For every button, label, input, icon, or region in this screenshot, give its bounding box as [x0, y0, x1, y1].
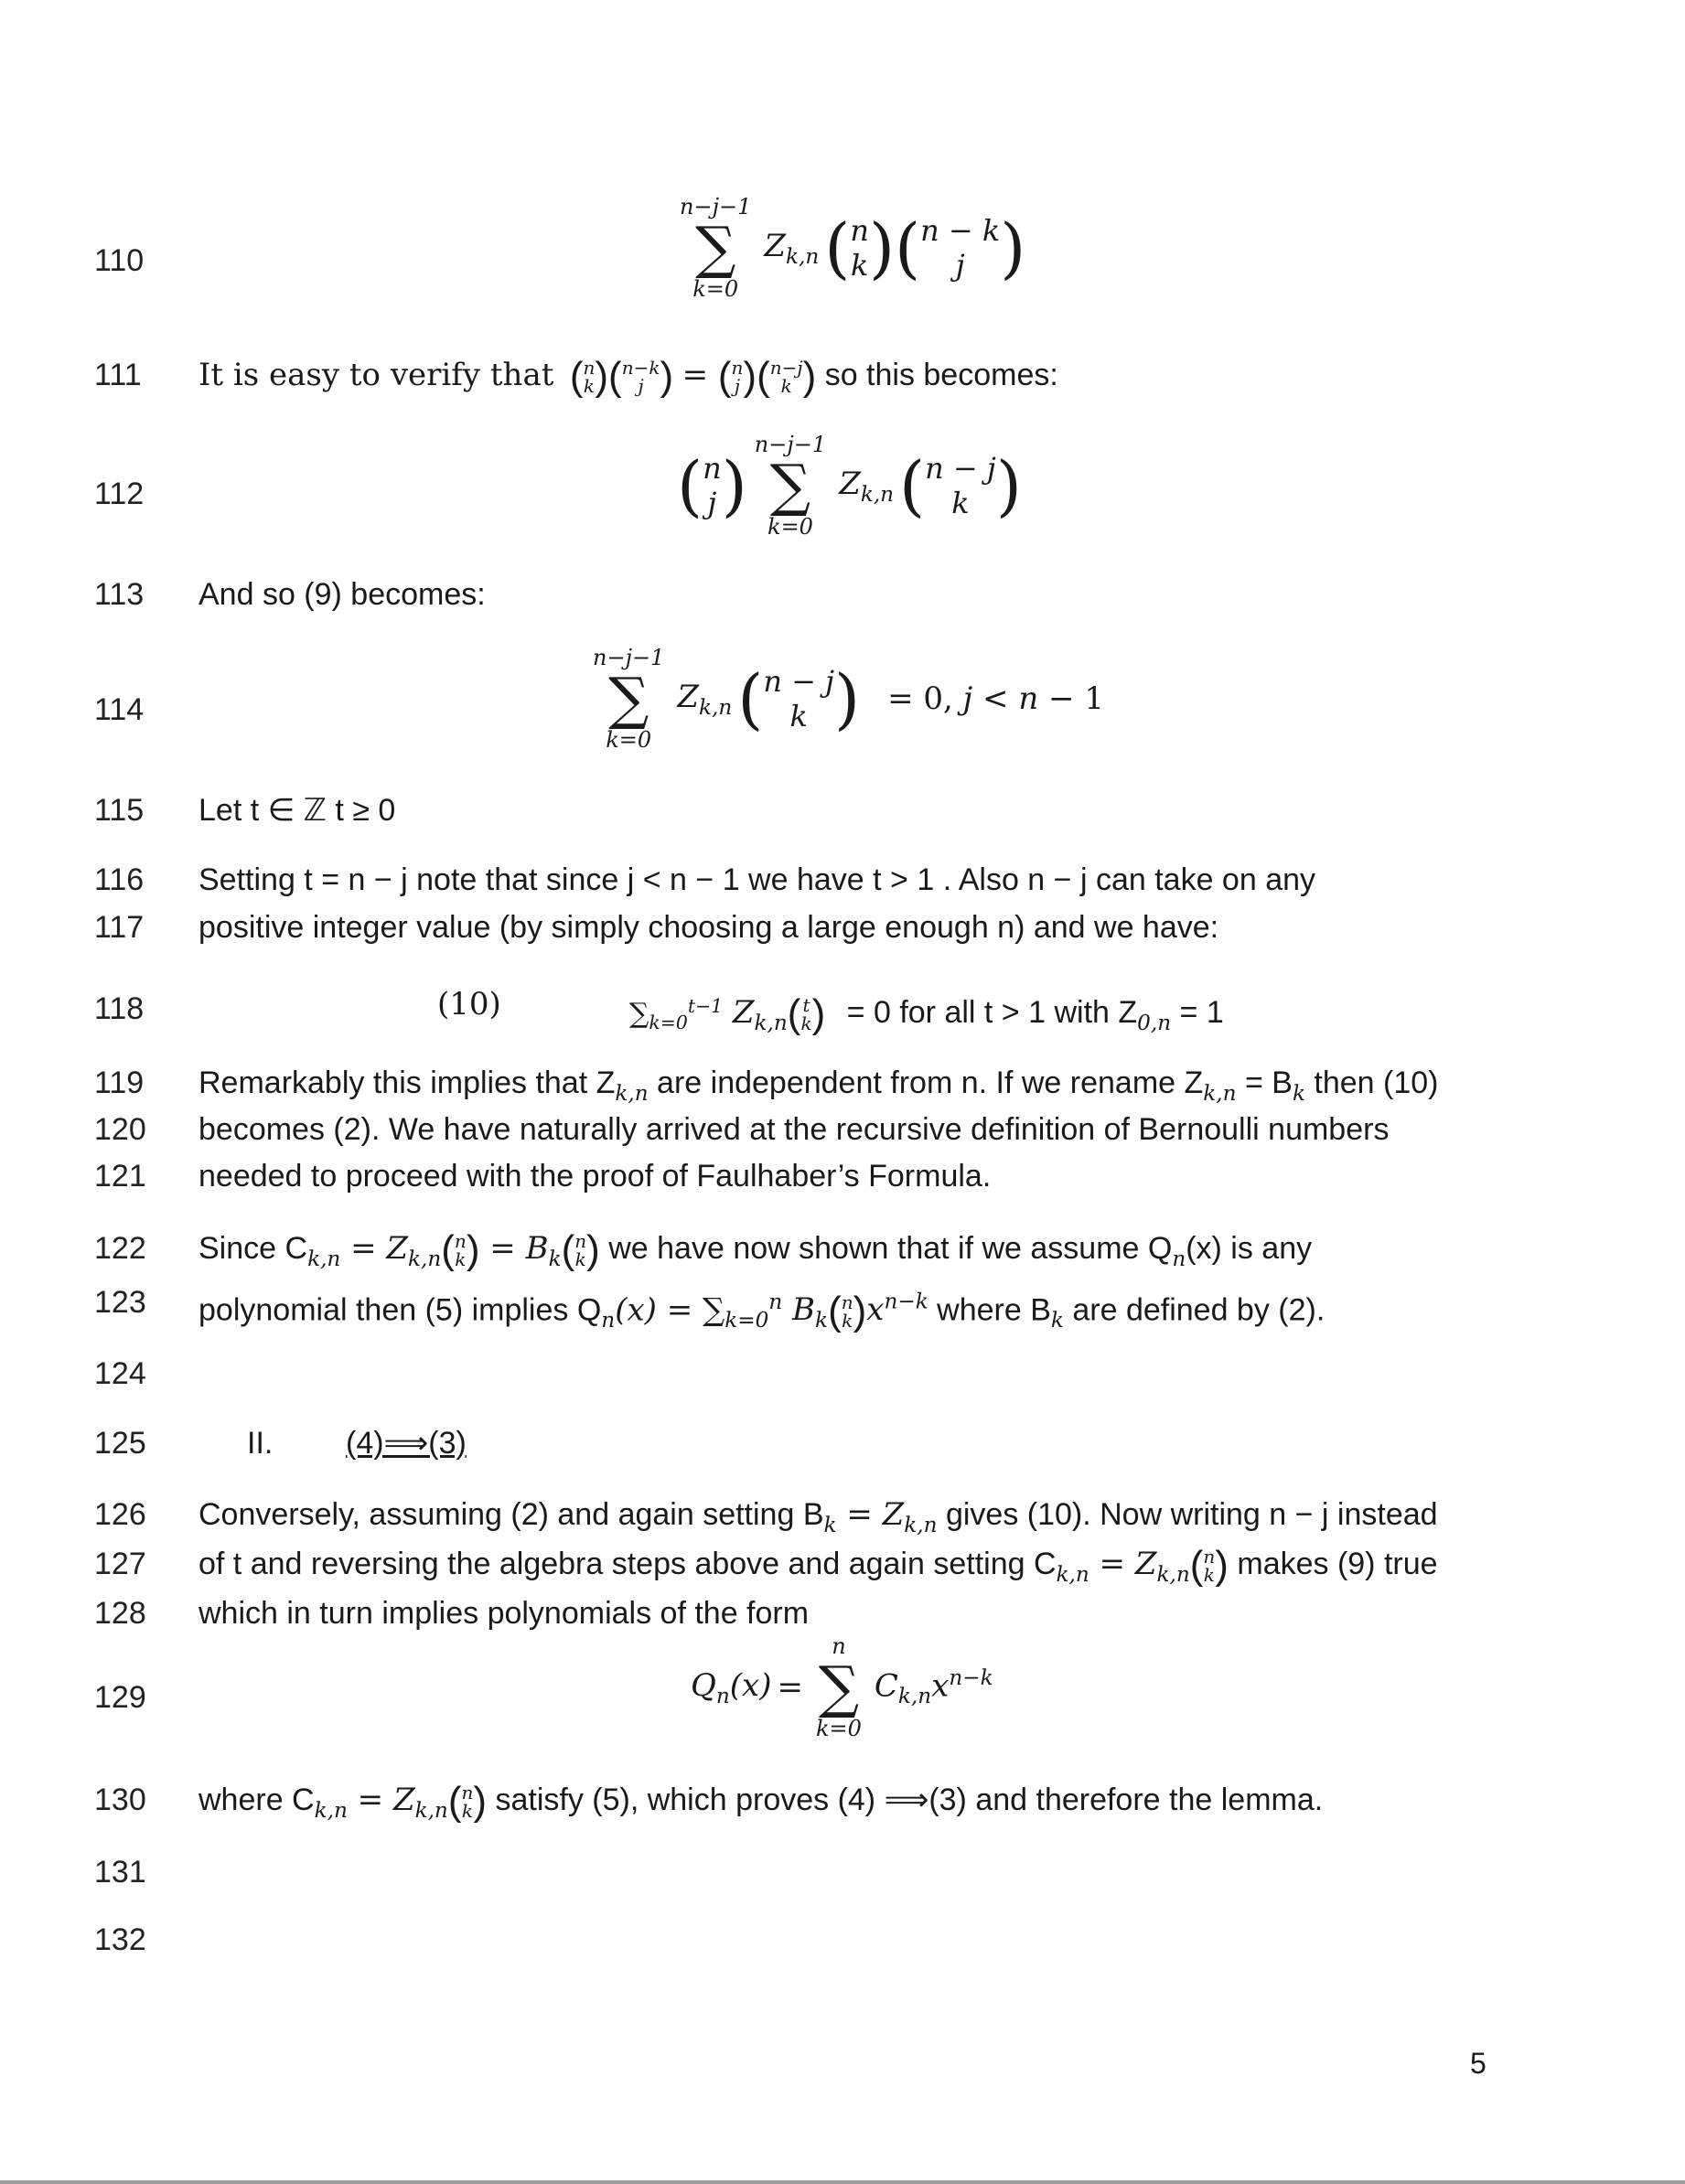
section-number: II.: [247, 1426, 274, 1461]
line-number: 123: [94, 1285, 146, 1320]
page-bottom-edge: [0, 2180, 1685, 2184]
line-number: 110: [94, 243, 145, 278]
equation-110: n−j−1 ∑ k=0 $Z_{k,n}$ ( n k ) ( n − k j ): [680, 194, 1026, 302]
line-number: 113: [94, 577, 145, 612]
text-line-120: becomes (2). We have naturally arrived at the recursive definition of Bernoulli numbers: [199, 1112, 1390, 1147]
text-line-122: Since $C_{k,n} = Z_{k,n}$ ( n k ) = $B_k$ ( n k ) we have now shown that if we assume $Q_n(x)$ is any: [199, 1227, 1313, 1273]
line-number: 127: [94, 1547, 146, 1581]
equation-118: $\sum_{k=0}^{t-1}$ $Z_{k,n}$ ( t k ) = 0 for all t > 1 with $Z_{0,n} = 1$: [629, 991, 1224, 1037]
line-number: 118: [94, 991, 145, 1026]
text-line-126: Conversely, assuming (2) and again setting $B_k = Z_{k,n}$ gives (10). Now writing n − j instead: [199, 1496, 1438, 1537]
line-number: 112: [94, 476, 145, 511]
text-line-127: of t and reversing the algebra steps above and again setting $C_{k,n} = Z_{k,n}$ ( n k ) makes (9) true: [199, 1543, 1438, 1589]
text-line-113: And so (9) becomes:: [199, 577, 486, 612]
line-number: 125: [94, 1426, 146, 1461]
line-number: 120: [94, 1112, 146, 1147]
text-line-111: It is easy to verify that ( n k ) ( n−k j ) = ( n j ) ( n−j k ) so this becomes:: [199, 354, 1058, 400]
line-number: 131: [94, 1855, 146, 1890]
text-line-116: Setting t = n − j note that since j < n − 1 we have t > 1 . Also n − j can take on any: [199, 862, 1316, 897]
equation-129: $Q_n(x)$ = n ∑ k=0 $C_{k,n}x^{n-k}$: [691, 1633, 993, 1741]
text-line-130: where $C_{k,n} = Z_{k,n}$ ( n k ) satisfy (5), which proves (4) ⟹(3) and therefore the lemma.: [199, 1779, 1324, 1825]
line-number: 115: [94, 793, 145, 828]
equation-114: n−j−1 ∑ k=0 $Z_{k,n}$ ( n − j k ) = 0, j < n − 1: [593, 645, 1104, 753]
text-line-117: positive integer value (by simply choosing a large enough n) and we have:: [199, 910, 1219, 945]
line-number: 132: [94, 1922, 146, 1957]
equation-118-tag: (10): [437, 986, 501, 1022]
line-number: 126: [94, 1497, 146, 1532]
line-number: 119: [94, 1065, 145, 1100]
page-number: 5: [1470, 2047, 1486, 2080]
text-line-123: polynomial then (5) implies $Q_n(x) = \sum_{k=0}^n$ $B_k$ ( n k ) $x^{n-k}$ where $B_k$ are defined by (2).: [199, 1289, 1325, 1334]
line-number: 124: [94, 1356, 146, 1391]
text-line-115: Let t ∈ ℤ t ≥ 0: [199, 793, 396, 828]
text-line-128: which in turn implies polynomials of the form: [199, 1596, 810, 1631]
line-number: 116: [94, 862, 145, 897]
text-line-119: Remarkably this implies that $Z_{k,n}$ are independent from n. If we rename $Z_{k,n} = B_k$ then (10): [199, 1065, 1439, 1106]
line-number: 130: [94, 1783, 146, 1817]
text-line-121: needed to proceed with the proof of Faulhaber’s Formula.: [199, 1159, 992, 1194]
line-number: 114: [94, 692, 145, 727]
line-number: 129: [94, 1680, 146, 1715]
line-number: 121: [94, 1159, 146, 1194]
section-title: (4)⟹(3): [346, 1426, 467, 1461]
line-number: 111: [94, 358, 142, 392]
equation-112: ( n j ) n−j−1 ∑ k=0 $Z_{k,n}$ ( n − j k ): [677, 432, 1022, 540]
line-number: 122: [94, 1231, 146, 1266]
line-number: 117: [94, 910, 145, 945]
line-number: 128: [94, 1596, 146, 1631]
